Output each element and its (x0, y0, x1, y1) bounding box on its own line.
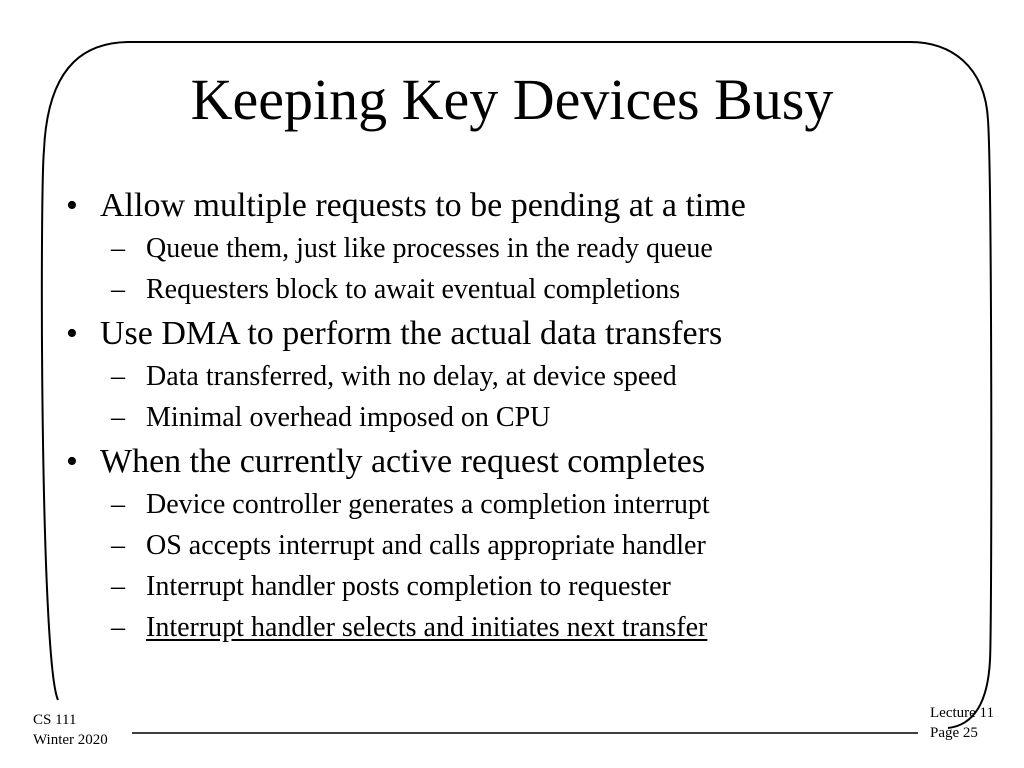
footer-term: Winter 2020 (33, 732, 108, 748)
dash-icon: – (111, 402, 125, 433)
dash-icon: – (111, 571, 125, 602)
bullet-text: Use DMA to perform the actual data transfers (100, 315, 723, 352)
sub-bullet-item (58, 400, 958, 436)
sub-bullet-text: Queue them, just like processes in the ready queue (146, 233, 713, 264)
dash-icon: – (111, 361, 125, 392)
footer-page-info (930, 703, 994, 743)
bullet-item (58, 186, 958, 226)
sub-bullet-text: Data transferred, with no delay, at device speed (146, 361, 677, 392)
footer-lecture: Lecture 11 (930, 705, 994, 721)
bullet-icon: • (66, 443, 78, 480)
sub-bullet-item (58, 569, 958, 605)
sub-bullet-text: OS accepts interrupt and calls appropriate handler (146, 530, 706, 561)
footer-course-info (33, 710, 108, 750)
sub-bullet-text: Requesters block to await eventual completions (146, 274, 681, 305)
bullet-text: When the currently active request completes (100, 443, 706, 480)
bullet-text: Allow multiple requests to be pending at a time (100, 187, 746, 224)
slide-title: Keeping Key Devices Busy (190, 67, 834, 132)
dash-icon: – (111, 530, 125, 561)
footer-page: Page 25 (930, 725, 978, 741)
bullet-item (58, 314, 958, 354)
sub-bullet-item (58, 528, 958, 564)
sub-bullet-text: Interrupt handler posts completion to requester (146, 571, 671, 602)
sub-bullet-item (58, 272, 958, 308)
bullet-icon: • (66, 315, 78, 352)
sub-bullet-text-underlined: Interrupt handler selects and initiates next transfer (146, 612, 708, 643)
footer-course: CS 111 (33, 712, 77, 728)
bullet-icon: • (66, 187, 78, 224)
dash-icon: – (111, 612, 125, 643)
sub-bullet-item (58, 359, 958, 395)
dash-icon: – (111, 233, 125, 264)
sub-bullet-text: Minimal overhead imposed on CPU (146, 402, 551, 433)
dash-icon: – (111, 489, 125, 520)
sub-bullet-item (58, 231, 958, 267)
bullet-item (58, 442, 958, 482)
dash-icon: – (111, 274, 125, 305)
sub-bullet-text: Device controller generates a completion interrupt (146, 489, 710, 520)
sub-bullet-item (58, 487, 958, 523)
bullet-list (58, 180, 958, 646)
sub-bullet-item (58, 610, 958, 646)
